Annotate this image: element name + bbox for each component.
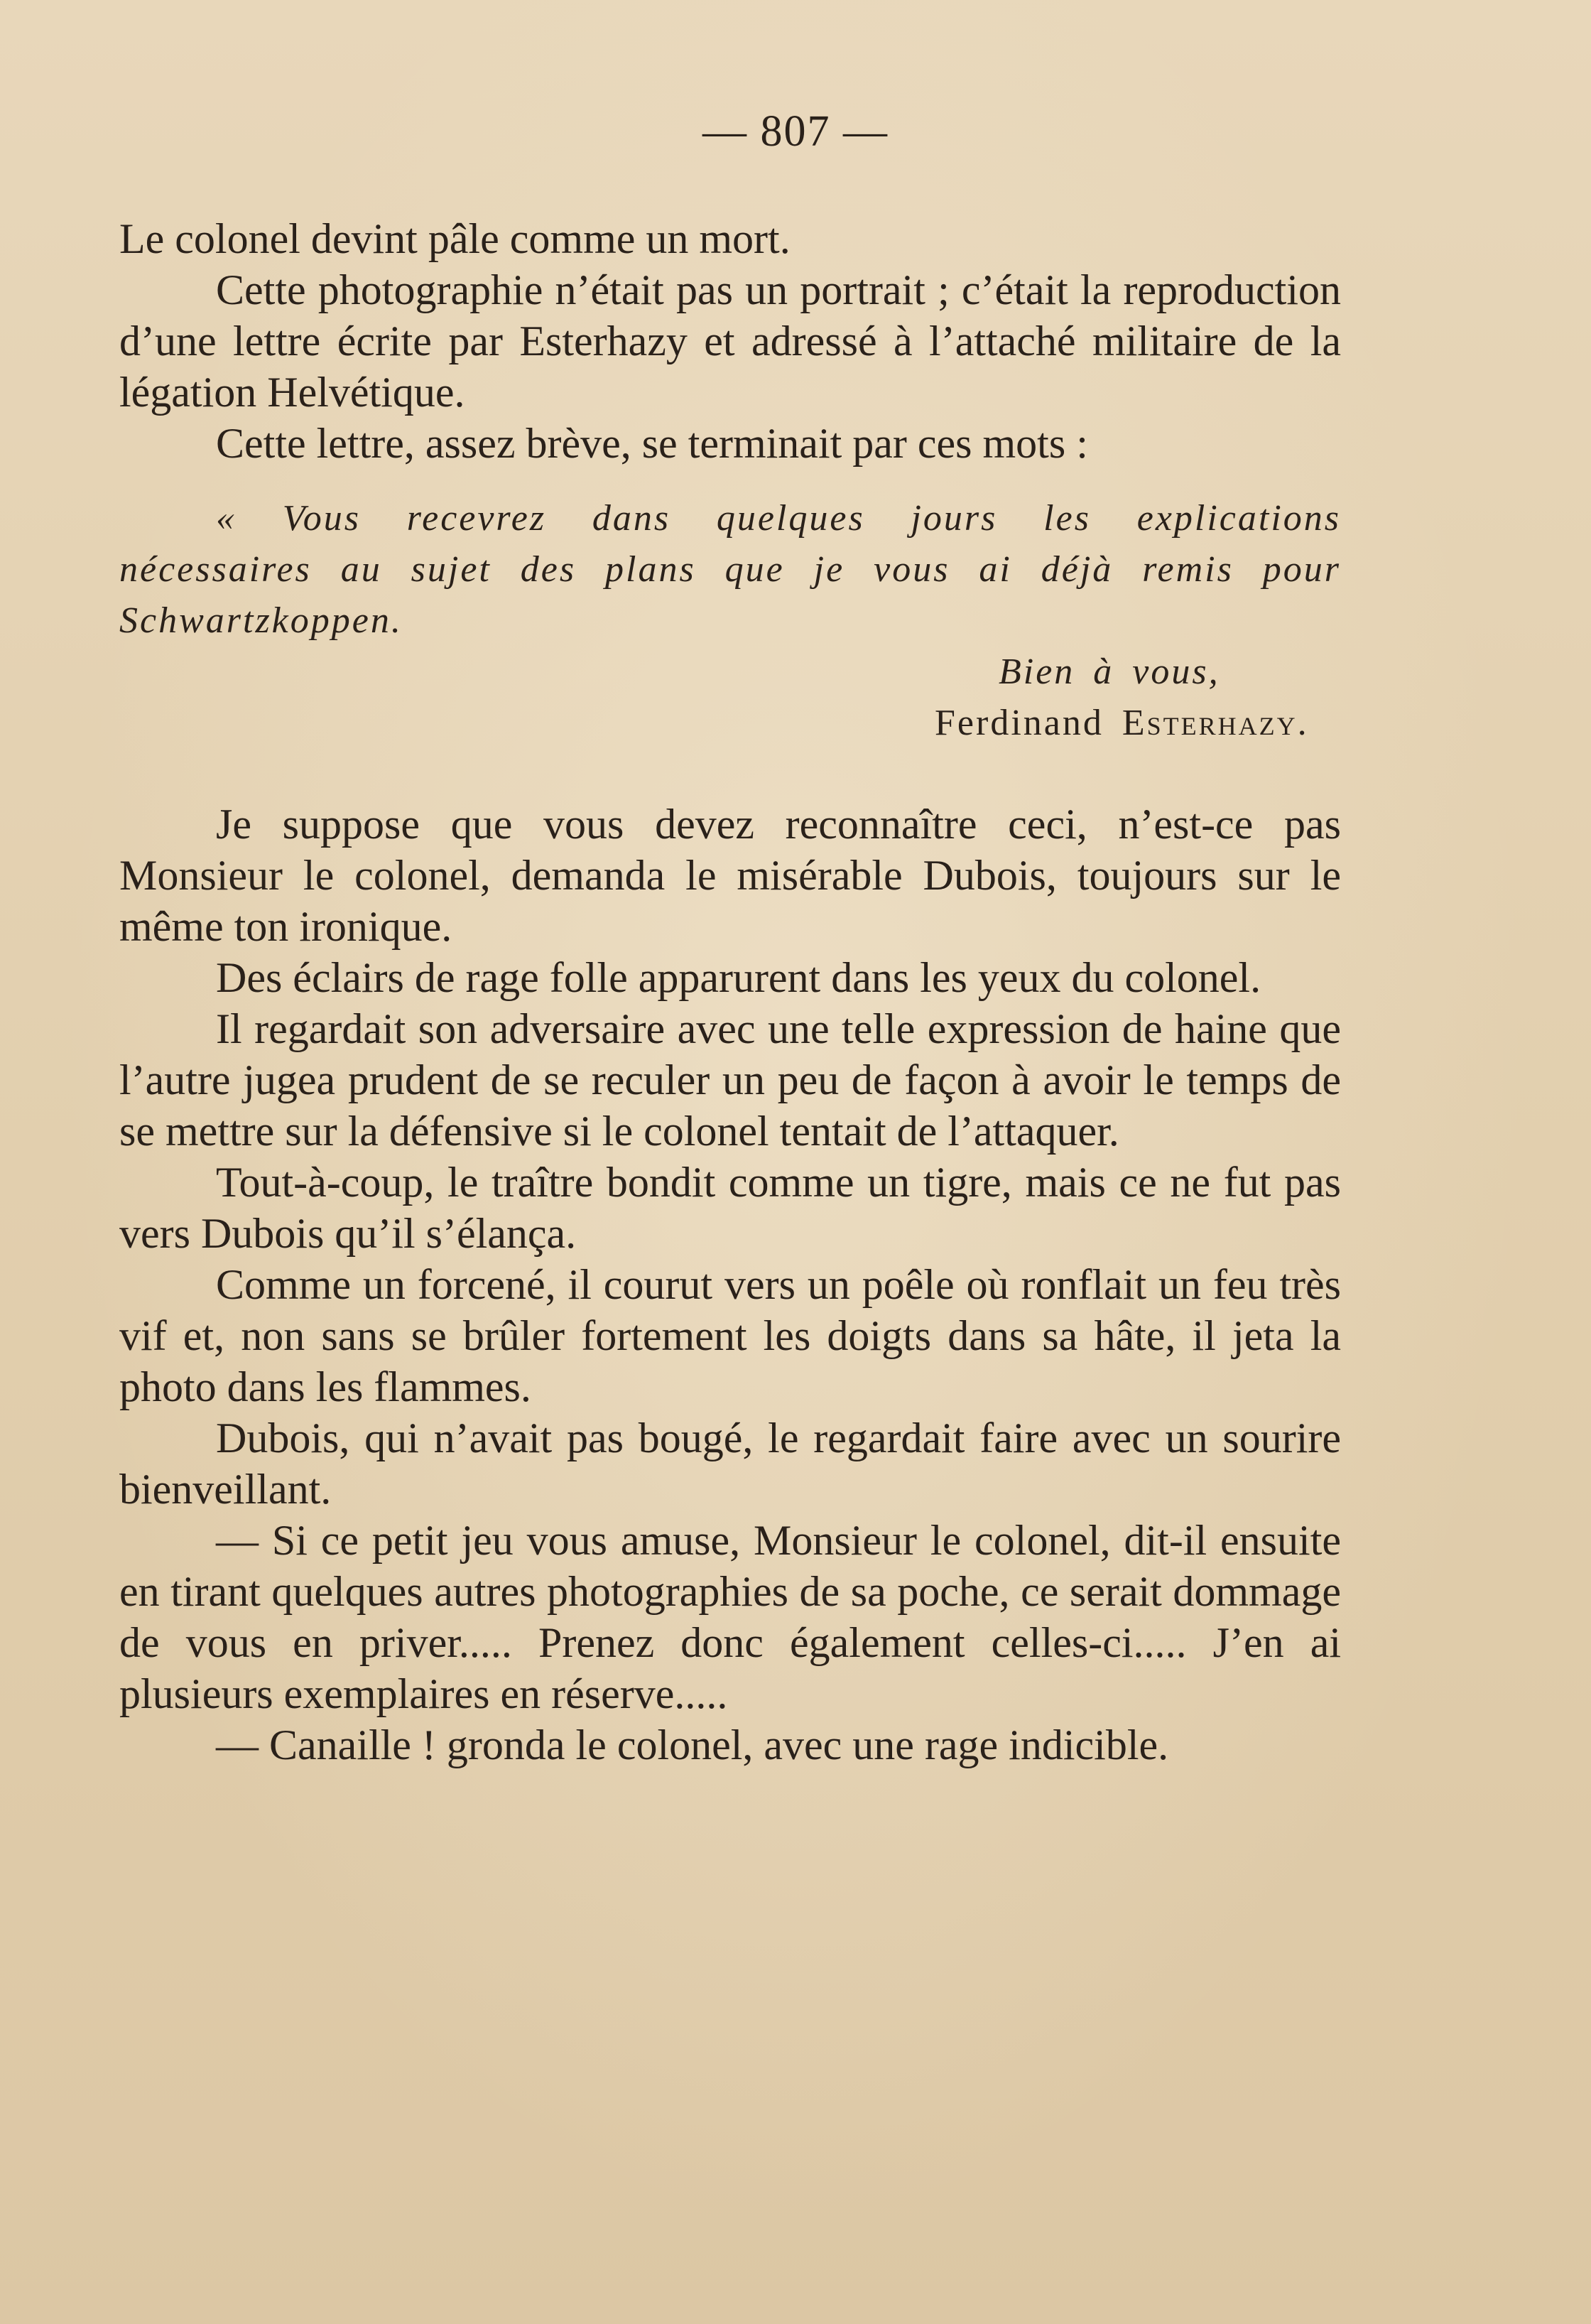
quoted-letter [119,493,1341,749]
paragraph: Des éclairs de rage folle apparurent dans les yeux du colonel. [216,954,1261,1001]
paragraph-opening-1: Le colonel devint pâle comme un mort. [119,215,791,262]
dialogue-paragraph: — Canaille ! gronda le colonel, avec une rage indicible. [216,1722,1169,1768]
paragraph-opening-3: Cette lettre, assez brève, se terminait par ces mots : [216,420,1088,467]
paragraph: Comme un forcené, il courut vers un poêle où ronflait un feu très vif et, non sans se brûler fortement les doigts dans sa hâte, il jeta la photo dans les flammes. [119,1261,1341,1410]
paragraph: Tout-à-coup, le traître bondit comme un tigre, mais ce ne fut pas vers Dubois qu’il s’élança. [119,1159,1341,1257]
paragraph: Il regardait son adversaire avec une telle expression de haine que l’autre jugea prudent de se reculer un peu de façon à avoir le temps de se mettre sur la défensive si le colonel tentait de l’attaquer. [119,1005,1341,1155]
signature-last-name: Esterhazy. [1122,703,1309,743]
signature-first-name: Ferdinand [935,703,1104,743]
letter-signature [119,698,1341,749]
page-body [119,213,1341,1771]
paragraph-opening-2: Cette photographie n’était pas un portrait ; c’était la reproduction d’une lettre écrite par Esterhazy et adressé à l’attaché militaire de la légation Helvétique. [119,266,1341,416]
letter-body: « Vous recevrez dans quelques jours les explications nécessaires au sujet des plans que je vous ai déjà remis pour Schwartzkoppen. [119,498,1341,641]
narrative-continued [119,799,1341,1771]
paragraph: Dubois, qui n’avait pas bougé, le regardait faire avec un sourire bienveillant. [119,1415,1341,1513]
letter-closing: Bien à vous, [999,652,1220,692]
paragraph: Je suppose que vous devez reconnaître ceci, n’est-ce pas Monsieur le colonel, demanda le misérable Dubois, toujours sur le même ton ironique. [119,801,1341,950]
page-number: — 807 — [702,107,889,156]
dialogue-paragraph: — Si ce petit jeu vous amuse, Monsieur le colonel, dit-il ensuite en tirant quelques autres photographies de sa poche, ce serait dommage de vous en priver..... Prenez donc également celles-ci..... J’en ai plusieurs exemplaires en réserve..... [119,1517,1341,1717]
